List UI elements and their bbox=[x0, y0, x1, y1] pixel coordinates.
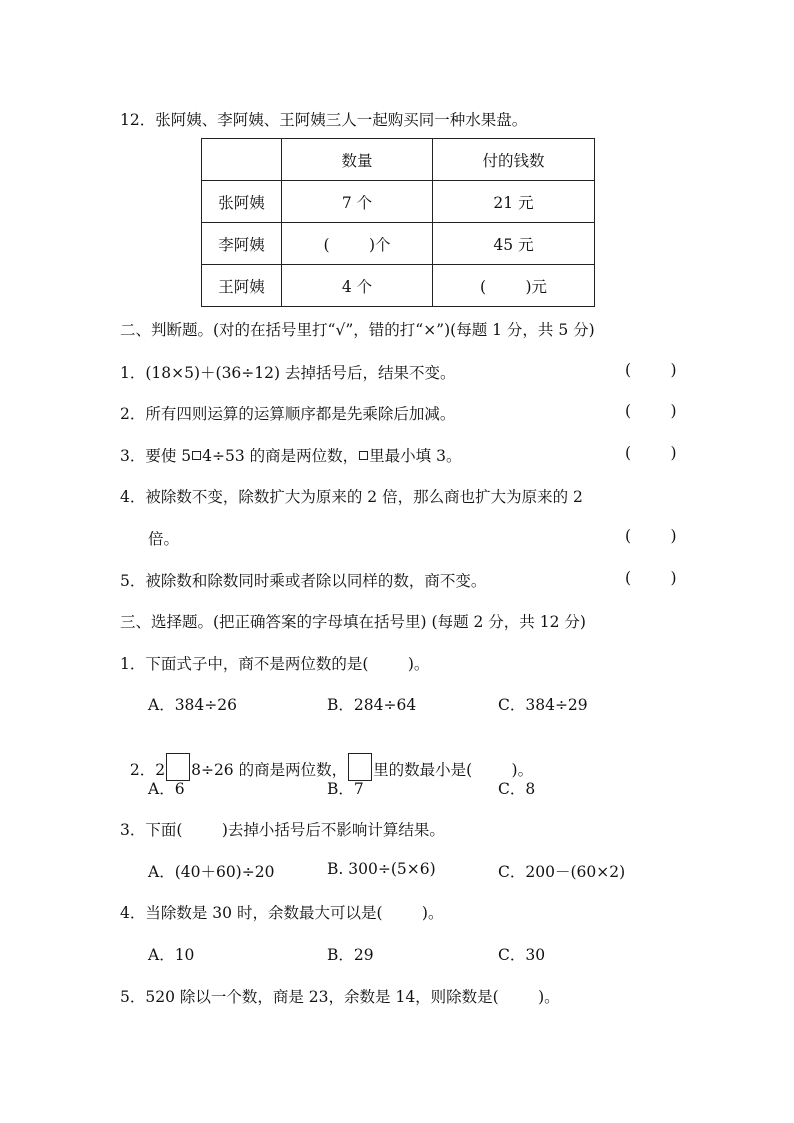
q2-text-a: 2．2 bbox=[129, 761, 166, 779]
answer-paren[interactable]: ( ) bbox=[625, 569, 677, 587]
option-c[interactable]: C．384÷29 bbox=[498, 696, 588, 714]
fruit-plate-table bbox=[201, 138, 595, 307]
option-a[interactable]: A．(40＋60)÷20 bbox=[148, 863, 275, 881]
answer-paren[interactable]: ( ) bbox=[625, 527, 677, 545]
judge-item-2: 2．所有四则运算的运算顺序都是先乘除后加减。 bbox=[120, 405, 456, 423]
table-header-cell bbox=[202, 139, 282, 181]
judge-item-5: 5．被除数和除数同时乘或者除以同样的数，商不变。 bbox=[120, 572, 487, 590]
table-header-cell: 数量 bbox=[282, 139, 433, 181]
choice-question-4: 4．当除数是 30 时，余数最大可以是( )。 bbox=[120, 904, 444, 922]
judge-item-4-line2: 倍。 bbox=[148, 530, 180, 548]
table-cell-blank[interactable]: ( )元 bbox=[433, 265, 595, 307]
choice-question-3: 3．下面( )去掉小括号后不影响计算结果。 bbox=[120, 821, 445, 839]
section-2-heading: 二、判断题。(对的在括号里打“√”，错的打“×”)(每题 1 分，共 5 分) bbox=[120, 321, 595, 339]
option-c[interactable]: C．8 bbox=[498, 780, 536, 798]
table-header-cell: 付的钱数 bbox=[433, 139, 595, 181]
option-b[interactable]: B．284÷64 bbox=[327, 696, 417, 714]
answer-paren[interactable]: ( ) bbox=[625, 361, 677, 379]
judge-item-4-line1: 4．被除数不变，除数扩大为原来的 2 倍，那么商也扩大为原来的 2 bbox=[120, 488, 583, 506]
table-cell: 7 个 bbox=[282, 181, 433, 223]
choice-question-1: 1．下面式子中，商不是两位数的是( )。 bbox=[120, 655, 430, 673]
table-row bbox=[202, 223, 595, 265]
question-12-text: 12．张阿姨、李阿姨、王阿姨三人一起购买同一种水果盘。 bbox=[120, 111, 528, 129]
section-3-heading: 三、选择题。(把正确答案的字母填在括号里) (每题 2 分，共 12 分) bbox=[120, 613, 586, 631]
table-cell: 王阿姨 bbox=[202, 265, 282, 307]
choice-question-2 bbox=[120, 735, 533, 781]
table-cell: 李阿姨 bbox=[202, 223, 282, 265]
table-header-row bbox=[202, 139, 595, 181]
table-cell: 45 元 bbox=[433, 223, 595, 265]
table-cell-blank[interactable]: ( )个 bbox=[282, 223, 433, 265]
blank-square-icon bbox=[192, 451, 201, 460]
judge-item-3-text-c: 里最小填 3。 bbox=[369, 447, 462, 465]
judge-item-3 bbox=[120, 444, 461, 466]
table-cell: 张阿姨 bbox=[202, 181, 282, 223]
judge-item-3-text-b: 4÷53 的商是两位数， bbox=[202, 447, 359, 465]
option-c[interactable]: C．30 bbox=[498, 946, 546, 964]
option-a[interactable]: A．384÷26 bbox=[148, 696, 237, 714]
answer-paren[interactable]: ( ) bbox=[625, 402, 677, 420]
table-row bbox=[202, 265, 595, 307]
blank-square-icon bbox=[359, 451, 368, 460]
table-row bbox=[202, 181, 595, 223]
option-c[interactable]: C．200－(60×2) bbox=[498, 863, 626, 881]
judge-item-3-text-a: 3．要使 5 bbox=[120, 447, 192, 465]
option-a[interactable]: A．6 bbox=[148, 780, 185, 798]
option-b[interactable]: B．7 bbox=[327, 780, 364, 798]
q2-text-c: 里的数最小是( )。 bbox=[373, 761, 534, 779]
option-b[interactable]: B．29 bbox=[327, 946, 374, 964]
table-cell: 21 元 bbox=[433, 181, 595, 223]
q2-text-b: 8÷26 的商是两位数， bbox=[191, 761, 348, 779]
answer-paren[interactable]: ( ) bbox=[625, 444, 677, 462]
judge-item-1: 1．(18×5)＋(36÷12) 去掉括号后，结果不变。 bbox=[120, 364, 456, 382]
option-a[interactable]: A．10 bbox=[148, 946, 195, 964]
choice-question-5: 5．520 除以一个数，商是 23，余数是 14，则除数是( )。 bbox=[120, 988, 560, 1006]
option-b[interactable]: B. 300÷(5×6) bbox=[327, 860, 436, 878]
table-cell: 4 个 bbox=[282, 265, 433, 307]
